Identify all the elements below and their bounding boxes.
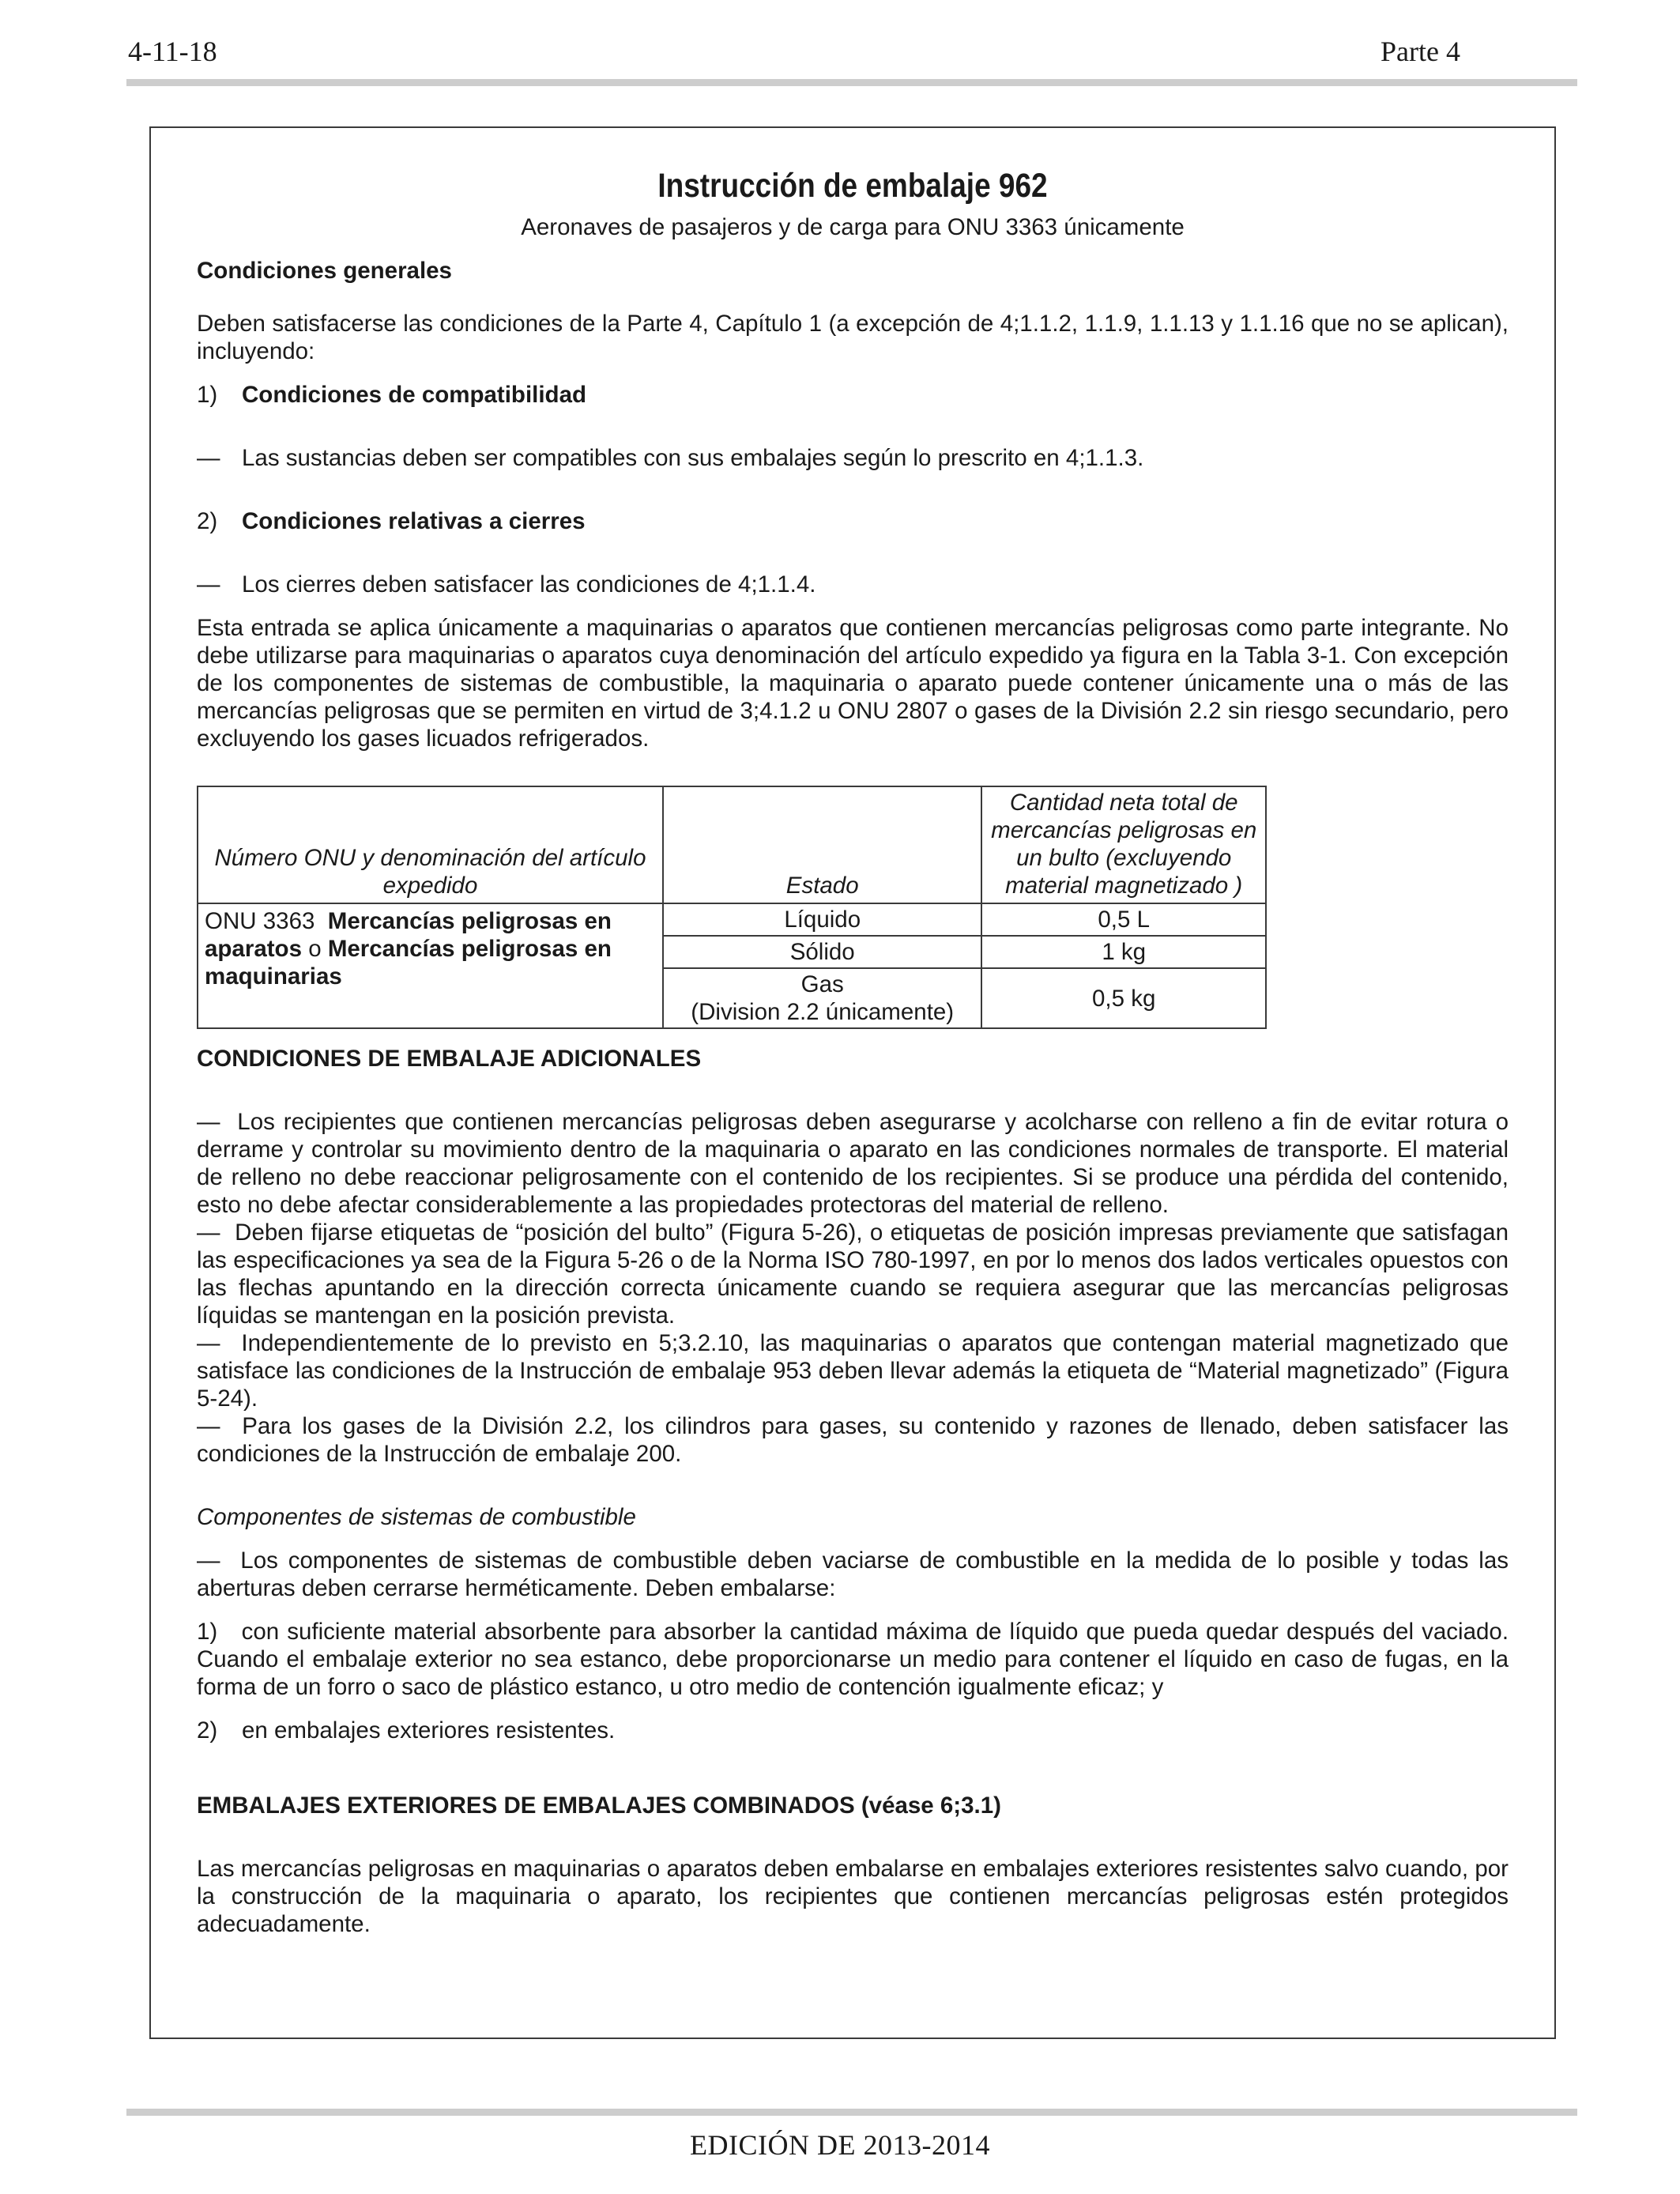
dash: — — [197, 1109, 220, 1135]
condition-1-body: Las sustancias deben ser compatibles con sus embalajes según lo prescrito en 4;1.1.3. — [242, 445, 1144, 471]
condition-1-heading — [197, 381, 1509, 409]
general-heading: Condiciones generales — [197, 258, 452, 284]
dash: — — [197, 571, 220, 598]
state-cell — [663, 968, 981, 1028]
general-intro: Deben satisfacerse las condiciones de la Parte 4, Capítulo 1 (a excepción de 4;1.1.2, 1.1.9, 1.1.13 y 1.1.16 que no se aplican), incluyendo: — [197, 311, 1509, 364]
dash: — — [197, 445, 220, 471]
state-cell: Sólido — [663, 936, 981, 968]
quantity-table — [197, 786, 1267, 1029]
state-gas: Gas — [800, 971, 844, 997]
header-date: 4-11-18 — [128, 36, 217, 67]
quantity-cell: 0,5 L — [981, 903, 1266, 936]
additional-condition — [197, 1329, 1509, 1412]
applicability-paragraph: Esta entrada se aplica únicamente a maquinarias o aparatos que contienen mercancías peligrosas como parte integrante. No debe utilizarse para maquinarias o aparatos cuya denominación del artículo expedido ya figura en la Tabla 3-1. Con excepción de los componentes de sistemas de combustible, la maquinaria o aparato puede contener únicamente una o más de las mercancías peligrosas que se permiten en virtud de 3;4.1.2 u ONU 2807 o gases de la División 2.2 sin riesgo secundario, pero excluyendo los gases licuados refrigerados. — [197, 615, 1509, 752]
outer-packagings-heading: EMBALAJES EXTERIORES DE EMBALAJES COMBINADOS (véase 6;3.1) — [197, 1793, 1001, 1819]
condition-2-text — [197, 571, 1509, 598]
fuel-item-2-text: en embalajes exteriores resistentes. — [242, 1717, 616, 1744]
fuel-components-body: Los componentes de sistemas de combustible deben vaciarse de combustible en la medida de lo posible y todas las aberturas deben cerrarse herméticamente. Deben embalarse: — [197, 1547, 1509, 1601]
fuel-item-2-number: 2) — [197, 1717, 218, 1744]
instruction-content — [197, 152, 1509, 1938]
col-header-state: Estado — [663, 786, 981, 903]
page-title: Instrucción de embalaje 962 — [657, 167, 1048, 205]
shipping-name-connector: o — [308, 936, 322, 962]
dash: — — [197, 1330, 220, 1356]
dash: — — [197, 1413, 220, 1439]
additional-condition-text: Deben fijarse etiquetas de “posición del bulto” (Figura 5-26), o etiquetas de posición impresas previamente que satisfagan las especificaciones ya sea de la Figura 5-26 o de la Norma ISO 780-1997, en por lo menos dos lados verticales opuestos con las flechas apuntando en la dirección correcta únicamente cuando se requiera asegurar que las mercancías peligrosas líquidas se mantengan en la posición prevista. — [197, 1220, 1509, 1329]
footer-rule — [126, 2109, 1577, 2116]
additional-condition — [197, 1412, 1509, 1468]
additional-conditions-heading: CONDICIONES DE EMBALAJE ADICIONALES — [197, 1046, 702, 1072]
fuel-components-text — [197, 1547, 1509, 1602]
quantity-cell: 0,5 kg — [981, 968, 1266, 1028]
state-gas-note: (Division 2.2 únicamente) — [691, 999, 955, 1025]
additional-condition-text: Los recipientes que contienen mercancías peligrosas deben asegurarse y acolcharse con relleno a fin de evitar rotura o derrame y controlar su movimiento dentro de la maquinaria o aparato en las condiciones normales de transporte. El material de relleno no debe reaccionar peligrosamente con el contenido de los recipientes. Si se produce una pérdida del contenido, esto no debe afectar considerablemente a las propiedades protectoras del material de relleno. — [197, 1109, 1509, 1218]
condition-1-title: Condiciones de compatibilidad — [242, 382, 586, 408]
page-header — [128, 35, 1577, 74]
table-row — [198, 903, 1266, 936]
condition-2-number: 2) — [197, 508, 218, 534]
condition-2-title: Condiciones relativas a cierres — [242, 508, 586, 534]
dash: — — [197, 1220, 220, 1246]
col-header-un-name: Número ONU y denominación del artículo expedido — [198, 786, 663, 903]
fuel-item-1-text: con suficiente material absorbente para absorber la cantidad máxima de líquido que pueda quedar después del vaciado. Cuando el embalaje exterior no sea estanco, debe proporcionarse un medio para contener el líquido en caso de fugas, en la forma de un forro o saco de plástico estanco, u otro medio de contención igualmente eficaz; y — [197, 1619, 1509, 1700]
condition-2-body: Los cierres deben satisfacer las condiciones de 4;1.1.4. — [242, 571, 816, 598]
additional-condition — [197, 1219, 1509, 1329]
col-header-quantity: Cantidad neta total de mercancías peligrosas en un bulto (excluyendo material magnetizado ) — [981, 786, 1266, 903]
header-rule — [126, 79, 1577, 86]
additional-condition-text: Para los gases de la División 2.2, los cilindros para gases, su contenido y razones de llenado, deben satisfacer las condiciones de la Instrucción de embalaje 200. — [197, 1413, 1509, 1467]
condition-2-heading — [197, 507, 1509, 535]
shipping-name-2: Mercancías peligrosas en maquinarias — [205, 936, 612, 990]
page-footer: EDICIÓN DE 2013-2014 — [690, 2129, 990, 2161]
table-header-row — [198, 786, 1266, 903]
instruction-frame — [149, 126, 1556, 2039]
additional-condition — [197, 1108, 1509, 1219]
fuel-components-heading: Componentes de sistemas de combustible — [197, 1504, 636, 1530]
quantity-cell: 1 kg — [981, 936, 1266, 968]
fuel-item-2 — [197, 1717, 1509, 1744]
condition-1-number: 1) — [197, 382, 218, 408]
fuel-item-1-number: 1) — [197, 1619, 218, 1645]
dash: — — [197, 1547, 220, 1574]
condition-1-text — [197, 444, 1509, 472]
fuel-item-1 — [197, 1618, 1509, 1701]
un-number: ONU 3363 — [205, 908, 315, 934]
header-part: Parte 4 — [1381, 36, 1460, 67]
un-name-cell — [198, 903, 663, 1028]
shipping-name-1: Mercancías peligrosas en aparatos — [205, 908, 612, 962]
additional-condition-text: Independientemente de lo previsto en 5;3.2.10, las maquinarias o aparatos que contengan material magnetizado que satisface las condiciones de la Instrucción de embalaje 953 deben llevar además la etiqueta de “Material magnetizado” (Figura 5-24). — [197, 1330, 1509, 1412]
outer-packagings-text: Las mercancías peligrosas en maquinarias o aparatos deben embalarse en embalajes exteriores resistentes salvo cuando, por la construcción de la maquinaria o aparato, los recipientes que contienen mercancías peligrosas estén protegidos adecuadamente. — [197, 1856, 1509, 1937]
page-subtitle: Aeronaves de pasajeros y de carga para ONU 3363 únicamente — [521, 214, 1185, 240]
state-cell: Líquido — [663, 903, 981, 936]
